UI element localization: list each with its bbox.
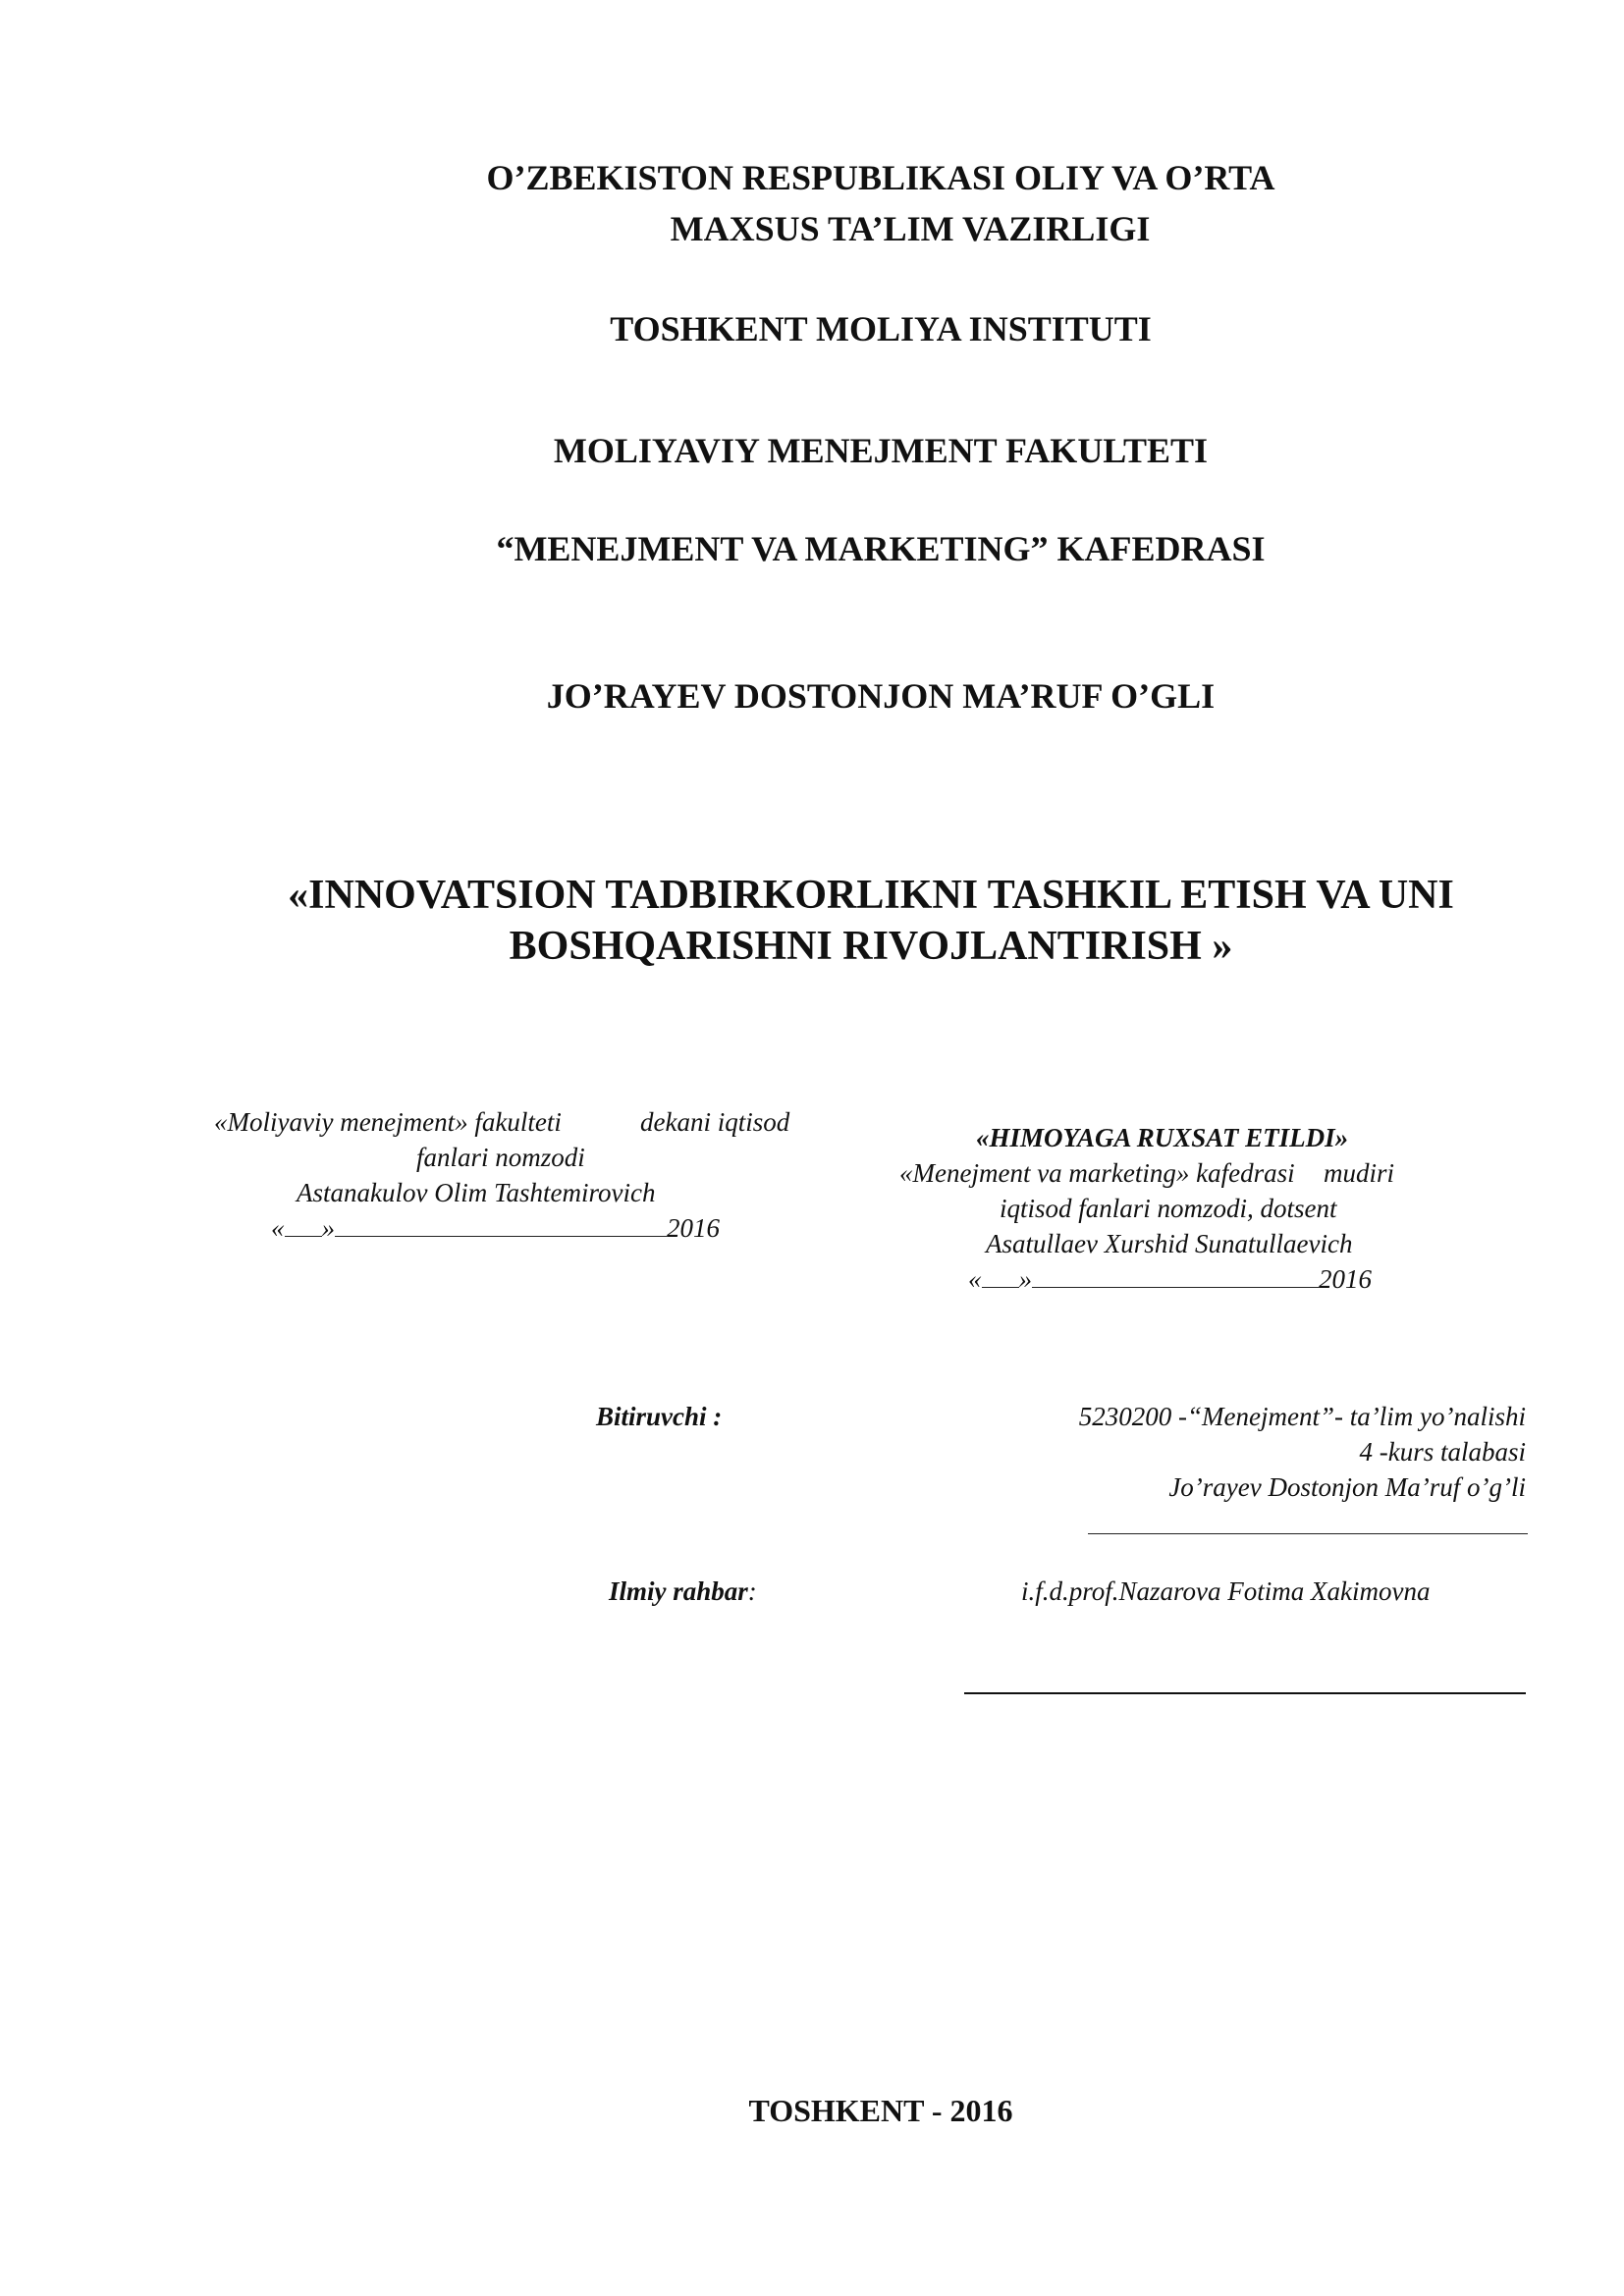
supervisor-name: i.f.d.prof.Nazarova Fotima Xakimovna — [1021, 1576, 1431, 1606]
author-name: JO’RAYEV DOSTONJON MA’RUF O’GLI — [546, 676, 1216, 716]
thesis-title-line-2: BOSHQARISHNI RIVOJLANTIRISH » — [509, 924, 1233, 969]
graduate-course: 4 -kurs talabasi — [1359, 1437, 1526, 1467]
supervisor-label-line — [609, 1576, 757, 1607]
supervisor-signature-line — [964, 1692, 1526, 1694]
ministry-line-2: MAXSUS TA’LIM VAZIRLIGI — [670, 209, 1151, 248]
department-name: “MENEJMENT VA MARKETING” KAFEDRASI — [496, 529, 1266, 568]
dean-name: Astanakulov Olim Tashtemirovich — [297, 1178, 656, 1207]
dean-line-1a: «Moliyaviy menejment» fakulteti — [214, 1107, 562, 1137]
approval-date-line — [968, 1264, 1372, 1295]
institute-name: TOSHKENT MOLIYA INSTITUTI — [610, 309, 1152, 348]
dean-date-line — [271, 1213, 720, 1244]
thesis-title-line-1: «INNOVATSION TADBIRKORLIKNI TASHKIL ETISH VA UNI — [288, 873, 1454, 918]
approval-date-open-quote: « — [968, 1264, 982, 1294]
dean-date-open-quote: « — [271, 1213, 285, 1243]
graduate-label: Bitiruvchi : — [596, 1402, 723, 1431]
approval-date-close-quote: » — [1018, 1264, 1032, 1294]
graduate-program: 5230200 -“Menejment”- ta’lim yo’nalishi — [1078, 1402, 1526, 1431]
ministry-line-1: O’ZBEKISTON RESPUBLIKASI OLIY VA O’RTA — [486, 158, 1275, 197]
supervisor-label-colon: : — [747, 1576, 757, 1606]
approval-line-1a: «Menejment va marketing» kafedrasi — [899, 1158, 1295, 1188]
dean-date-year: 2016 — [667, 1213, 720, 1243]
approval-heading: «HIMOYAGA RUXSAT ETILDI» — [976, 1123, 1349, 1152]
supervisor-label: Ilmiy rahbar — [609, 1576, 748, 1606]
approval-month-blank — [1032, 1267, 1319, 1288]
approval-line-2: iqtisod fanlari nomzodi, dotsent — [1000, 1194, 1337, 1223]
approval-day-blank — [982, 1267, 1019, 1288]
dean-month-blank — [335, 1216, 667, 1237]
approval-date-year: 2016 — [1319, 1264, 1372, 1294]
graduate-signature-line — [1088, 1533, 1528, 1534]
dean-date-close-quote: » — [321, 1213, 335, 1243]
faculty-name: MOLIYAVIY MENEJMENT FAKULTETI — [553, 431, 1209, 470]
dean-line-1b: dekani iqtisod — [640, 1107, 790, 1137]
approval-line-1b: mudiri — [1324, 1158, 1395, 1188]
footer-city-year: TOSHKENT - 2016 — [748, 2093, 1013, 2128]
dean-line-2: fanlari nomzodi — [416, 1143, 585, 1172]
dean-day-blank — [285, 1216, 322, 1237]
graduate-name: Jo’rayev Dostonjon Ma’ruf o’g’li — [1168, 1472, 1526, 1502]
approval-name: Asatullaev Xurshid Sunatullaevich — [986, 1229, 1353, 1258]
